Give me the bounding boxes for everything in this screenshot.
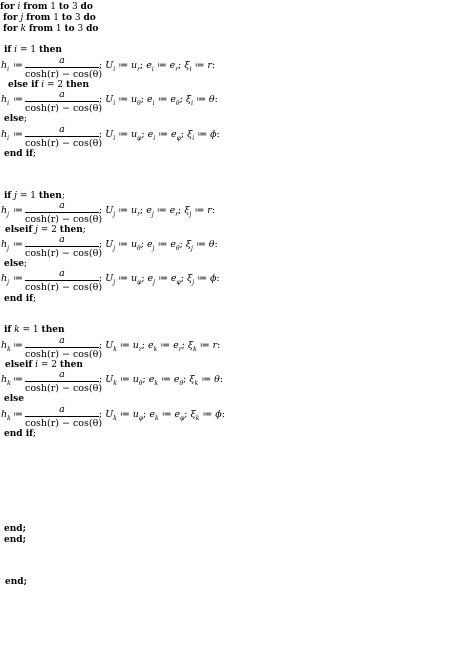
val-symbol: r (207, 205, 212, 216)
fraction-bar (25, 212, 99, 213)
u-symbol: u (131, 94, 138, 105)
denominator: cosh(r) − cos(θ) (25, 138, 103, 149)
line-terminator: ; (23, 259, 27, 269)
Usub-symbol: j (113, 245, 116, 252)
val-symbol: ϕ (215, 409, 222, 420)
e-symbol: e (146, 60, 152, 71)
numerator: a (59, 89, 65, 100)
xisub-symbol: k (194, 380, 199, 387)
condition-value: = 2 (47, 80, 64, 90)
denominator: cosh(r) − cos(θ) (25, 69, 103, 80)
if-statement (4, 325, 65, 335)
assign-operator: ≔ (13, 239, 23, 250)
condition-value: = 1 (19, 191, 36, 201)
evsub-symbol: φ (176, 279, 181, 286)
keyword: if (4, 325, 12, 335)
Usub-symbol: j (113, 279, 116, 286)
scale-factor-symbol (1, 94, 9, 107)
keyword: elseif (5, 225, 33, 235)
xi-symbol: ξ (187, 129, 193, 140)
for-i-line: for i from 1 to 3 do (0, 2, 93, 12)
ev-symbol: e (170, 273, 177, 284)
keyword: elseif (5, 360, 33, 370)
u-symbol: u (130, 239, 138, 250)
assignments: ; $U_j$ ≔ $u_\theta$; $e_j$ ≔ $e_\theta$; $\xi_j$ ≔ θ: (99, 239, 218, 252)
esub-symbol: j (153, 279, 156, 286)
ev-symbol: e (170, 94, 177, 105)
fraction (25, 335, 103, 360)
usub-symbol: r (138, 346, 142, 353)
condition-variable: j (14, 191, 17, 201)
end-statement-1: end; (4, 524, 26, 534)
e-symbol: e (147, 273, 154, 284)
index: i (7, 66, 10, 73)
fraction (25, 89, 103, 114)
e-symbol: e (146, 239, 153, 250)
keyword: end if (4, 429, 33, 439)
condition-variable: j (35, 225, 38, 235)
then-keyword: then (59, 225, 83, 235)
usub-symbol: r (137, 211, 140, 218)
val-symbol: ϕ (210, 129, 217, 140)
index: j (7, 245, 9, 252)
xi-symbol: ξ (186, 273, 193, 284)
fraction-bar (25, 416, 99, 417)
endif-statement (4, 149, 36, 159)
xisub-symbol: j (189, 211, 192, 218)
assignments: ; $U_k$ ≔ $u_r$; $e_k$ ≔ $e_r$; $\xi_k$ ≔ r: (99, 340, 221, 353)
xi-symbol: ξ (185, 239, 192, 250)
esub-symbol: k (153, 346, 158, 353)
e-symbol: e (147, 340, 154, 351)
then-keyword: then (38, 191, 62, 201)
symbol: h (1, 273, 8, 284)
for-j-line: for j from 1 to 3 do (3, 13, 96, 23)
index: i (7, 100, 10, 107)
then-keyword: then (66, 80, 90, 90)
ev-symbol: e (169, 205, 176, 216)
index: j (7, 211, 9, 218)
scale-factor-symbol (1, 273, 9, 286)
condition-variable: i (41, 80, 45, 90)
evsub-symbol: r (175, 211, 179, 218)
condition-value: = 1 (19, 45, 37, 55)
symbol: h (1, 374, 8, 385)
line-terminator: ; (82, 225, 86, 235)
xisub-symbol: j (191, 245, 193, 252)
e-symbol: e (148, 374, 155, 385)
val-symbol: r (212, 340, 218, 351)
numerator: a (59, 404, 65, 415)
Usub-symbol: i (113, 100, 116, 107)
xi-symbol: ξ (187, 340, 194, 351)
fraction (25, 200, 103, 225)
keyword: if (4, 191, 12, 201)
val-symbol: θ (214, 374, 220, 385)
xisub-symbol: k (195, 415, 200, 422)
numerator: a (59, 369, 65, 380)
line-terminator: ; (33, 149, 37, 159)
assignments: ; $U_i$ ≔ $u_r$; $e_i$ ≔ $e_r$; $\xi_i$ ≔ r: (99, 60, 216, 73)
line-terminator: ; (33, 294, 37, 304)
numerator: a (59, 124, 65, 135)
evsub-symbol: φ (180, 415, 185, 422)
Usub-symbol: k (113, 380, 117, 387)
numerator: a (59, 55, 65, 66)
val-symbol: ϕ (209, 273, 217, 284)
U-symbol: U (105, 273, 114, 284)
val-symbol: θ (208, 94, 215, 105)
esub-symbol: j (151, 211, 154, 218)
index: j (7, 279, 9, 286)
line-terminator: ; (33, 429, 37, 439)
xisub-symbol: i (191, 100, 194, 107)
line-terminator: ; (23, 114, 27, 124)
keyword: else if (8, 80, 39, 90)
esub-symbol: i (153, 135, 156, 142)
fraction (25, 268, 103, 293)
fraction (25, 55, 103, 80)
U-symbol: U (105, 409, 114, 420)
keyword: if (4, 45, 12, 55)
ev-symbol: e (170, 239, 176, 250)
Usub-symbol: i (113, 135, 116, 142)
xi-symbol: ξ (184, 205, 190, 216)
endif-statement (4, 294, 36, 304)
e-symbol: e (147, 129, 154, 140)
fraction-bar (25, 381, 99, 382)
assignments: ; $U_i$ ≔ $u_\theta$; $e_i$ ≔ $e_\theta$; $\xi_i$ ≔ θ: (99, 94, 218, 107)
ev-symbol: e (171, 129, 177, 140)
usub-symbol: θ (138, 380, 143, 387)
assign-operator: ≔ (13, 94, 23, 105)
if-statement (4, 45, 62, 55)
ev-symbol: e (173, 340, 179, 351)
Usub-symbol: i (113, 66, 116, 73)
u-symbol: u (131, 129, 138, 140)
U-symbol: U (105, 374, 114, 385)
U-symbol: U (105, 239, 114, 250)
U-symbol: U (105, 205, 114, 216)
fraction-bar (25, 136, 99, 137)
xi-symbol: ξ (189, 374, 195, 385)
xisub-symbol: i (192, 135, 195, 142)
keyword: else (4, 114, 24, 124)
denominator: cosh(r) − cos(θ) (25, 103, 103, 114)
numerator: a (59, 335, 65, 346)
u-symbol: u (130, 273, 138, 284)
assign-operator: ≔ (13, 409, 23, 420)
fraction (25, 369, 103, 394)
keyword: end if (4, 294, 33, 304)
val-symbol: r (207, 60, 212, 71)
numerator: a (59, 200, 65, 211)
xisub-symbol: i (189, 66, 192, 73)
xi-symbol: ξ (184, 60, 190, 71)
index: i (7, 135, 10, 142)
evsub-symbol: θ (175, 245, 180, 252)
end-statement-2: end; (4, 535, 26, 545)
end-statement-3: end; (5, 577, 27, 587)
fraction (25, 234, 103, 259)
condition-value: = 2 (40, 225, 57, 235)
then-keyword: then (59, 360, 83, 370)
keyword: else (4, 259, 24, 269)
then-keyword: then (38, 45, 62, 55)
symbol: h (1, 340, 8, 351)
fraction (25, 124, 103, 149)
numerator: a (59, 234, 65, 245)
evsub-symbol: θ (179, 380, 184, 387)
denominator: cosh(r) − cos(θ) (25, 383, 103, 394)
e-symbol: e (149, 409, 155, 420)
usub-symbol: φ (138, 415, 144, 422)
symbol: h (1, 409, 8, 420)
scale-factor-symbol (1, 409, 11, 422)
scale-factor-symbol (1, 374, 11, 387)
assign-operator: ≔ (13, 340, 23, 351)
keyword: end if (4, 149, 33, 159)
condition-variable: i (35, 360, 38, 370)
evsub-symbol: φ (176, 135, 181, 142)
denominator: cosh(r) − cos(θ) (25, 282, 103, 293)
else-statement (4, 114, 27, 124)
scale-factor-symbol (1, 129, 9, 142)
assignments: ; $U_j$ ≔ $u_r$; $e_j$ ≔ $e_r$; $\xi_j$ ≔ r: (99, 205, 216, 218)
for-k-line: for k from 1 to 3 do (3, 24, 99, 34)
esub-symbol: j (152, 245, 155, 252)
scale-factor-symbol (1, 239, 9, 252)
fraction (25, 404, 103, 429)
index: k (7, 346, 11, 353)
assign-operator: ≔ (13, 273, 23, 284)
esub-symbol: k (154, 415, 159, 422)
u-symbol: u (132, 409, 139, 420)
usub-symbol: φ (137, 279, 142, 286)
assignments: ; $U_j$ ≔ $u_\varphi$; $e_j$ ≔ $e_\varphi$; $\xi_j$ ≔ ϕ: (99, 273, 220, 286)
U-symbol: U (105, 340, 114, 351)
numerator: a (59, 268, 65, 279)
ev-symbol: e (169, 60, 176, 71)
xisub-symbol: j (192, 279, 195, 286)
u-symbol: u (130, 205, 138, 216)
else-statement (4, 259, 27, 269)
condition-value: = 1 (22, 325, 39, 335)
symbol: h (1, 94, 8, 105)
fraction-bar (25, 67, 99, 68)
scale-factor-symbol (1, 60, 9, 73)
e-symbol: e (147, 94, 153, 105)
xisub-symbol: k (193, 346, 197, 353)
esub-symbol: i (151, 66, 154, 73)
u-symbol: u (132, 374, 139, 385)
condition-variable: k (14, 325, 20, 335)
line-terminator: ; (61, 191, 65, 201)
then-keyword: then (41, 325, 65, 335)
usub-symbol: r (137, 66, 141, 73)
denominator: cosh(r) − cos(θ) (25, 418, 103, 429)
u-symbol: u (131, 60, 138, 71)
usub-symbol: θ (137, 245, 141, 252)
symbol: h (1, 60, 8, 71)
symbol: h (1, 129, 8, 140)
e-symbol: e (146, 205, 152, 216)
assign-operator: ≔ (13, 60, 23, 71)
denominator: cosh(r) − cos(θ) (25, 248, 103, 259)
evsub-symbol: r (178, 346, 182, 353)
assign-operator: ≔ (13, 205, 23, 216)
usub-symbol: φ (137, 135, 142, 142)
denominator: cosh(r) − cos(θ) (25, 349, 103, 360)
keyword: else (4, 394, 24, 404)
scale-factor-symbol (1, 205, 9, 218)
assign-operator: ≔ (13, 374, 23, 385)
assignments: ; $U_k$ ≔ $u_\theta$; $e_k$ ≔ $e_\theta$; $\xi_k$ ≔ θ: (99, 374, 224, 387)
fraction-bar (25, 347, 99, 348)
ev-symbol: e (173, 374, 180, 385)
evsub-symbol: θ (176, 100, 180, 107)
Usub-symbol: k (113, 346, 117, 353)
xi-symbol: ξ (185, 94, 192, 105)
U-symbol: U (105, 129, 114, 140)
condition-variable: i (14, 45, 18, 55)
symbol: h (1, 205, 8, 216)
condition-value: = 2 (40, 360, 58, 370)
fraction-bar (25, 280, 99, 281)
u-symbol: u (132, 340, 139, 351)
usub-symbol: θ (137, 100, 141, 107)
Usub-symbol: j (113, 211, 116, 218)
xi-symbol: ξ (190, 409, 196, 420)
index: k (7, 380, 11, 387)
esub-symbol: k (154, 380, 158, 387)
denominator: cosh(r) − cos(θ) (25, 214, 103, 225)
U-symbol: U (105, 60, 114, 71)
assignments: ; $U_i$ ≔ $u_\varphi$; $e_i$ ≔ $e_\varphi$; $\xi_i$ ≔ ϕ: (99, 129, 220, 142)
endif-statement (4, 429, 36, 439)
U-symbol: U (105, 94, 114, 105)
evsub-symbol: r (175, 66, 179, 73)
ev-symbol: e (174, 409, 181, 420)
esub-symbol: i (152, 100, 155, 107)
val-symbol: θ (208, 239, 215, 250)
fraction-bar (25, 101, 99, 102)
Usub-symbol: k (113, 415, 117, 422)
else-statement (4, 394, 24, 404)
assign-operator: ≔ (13, 129, 23, 140)
scale-factor-symbol (1, 340, 11, 353)
fraction-bar (25, 246, 99, 247)
assignments: ; $U_k$ ≔ $u_\varphi$; $e_k$ ≔ $e_\varphi$; $\xi_k$ ≔ ϕ: (99, 409, 225, 422)
symbol: h (1, 239, 8, 250)
index: k (7, 415, 11, 422)
